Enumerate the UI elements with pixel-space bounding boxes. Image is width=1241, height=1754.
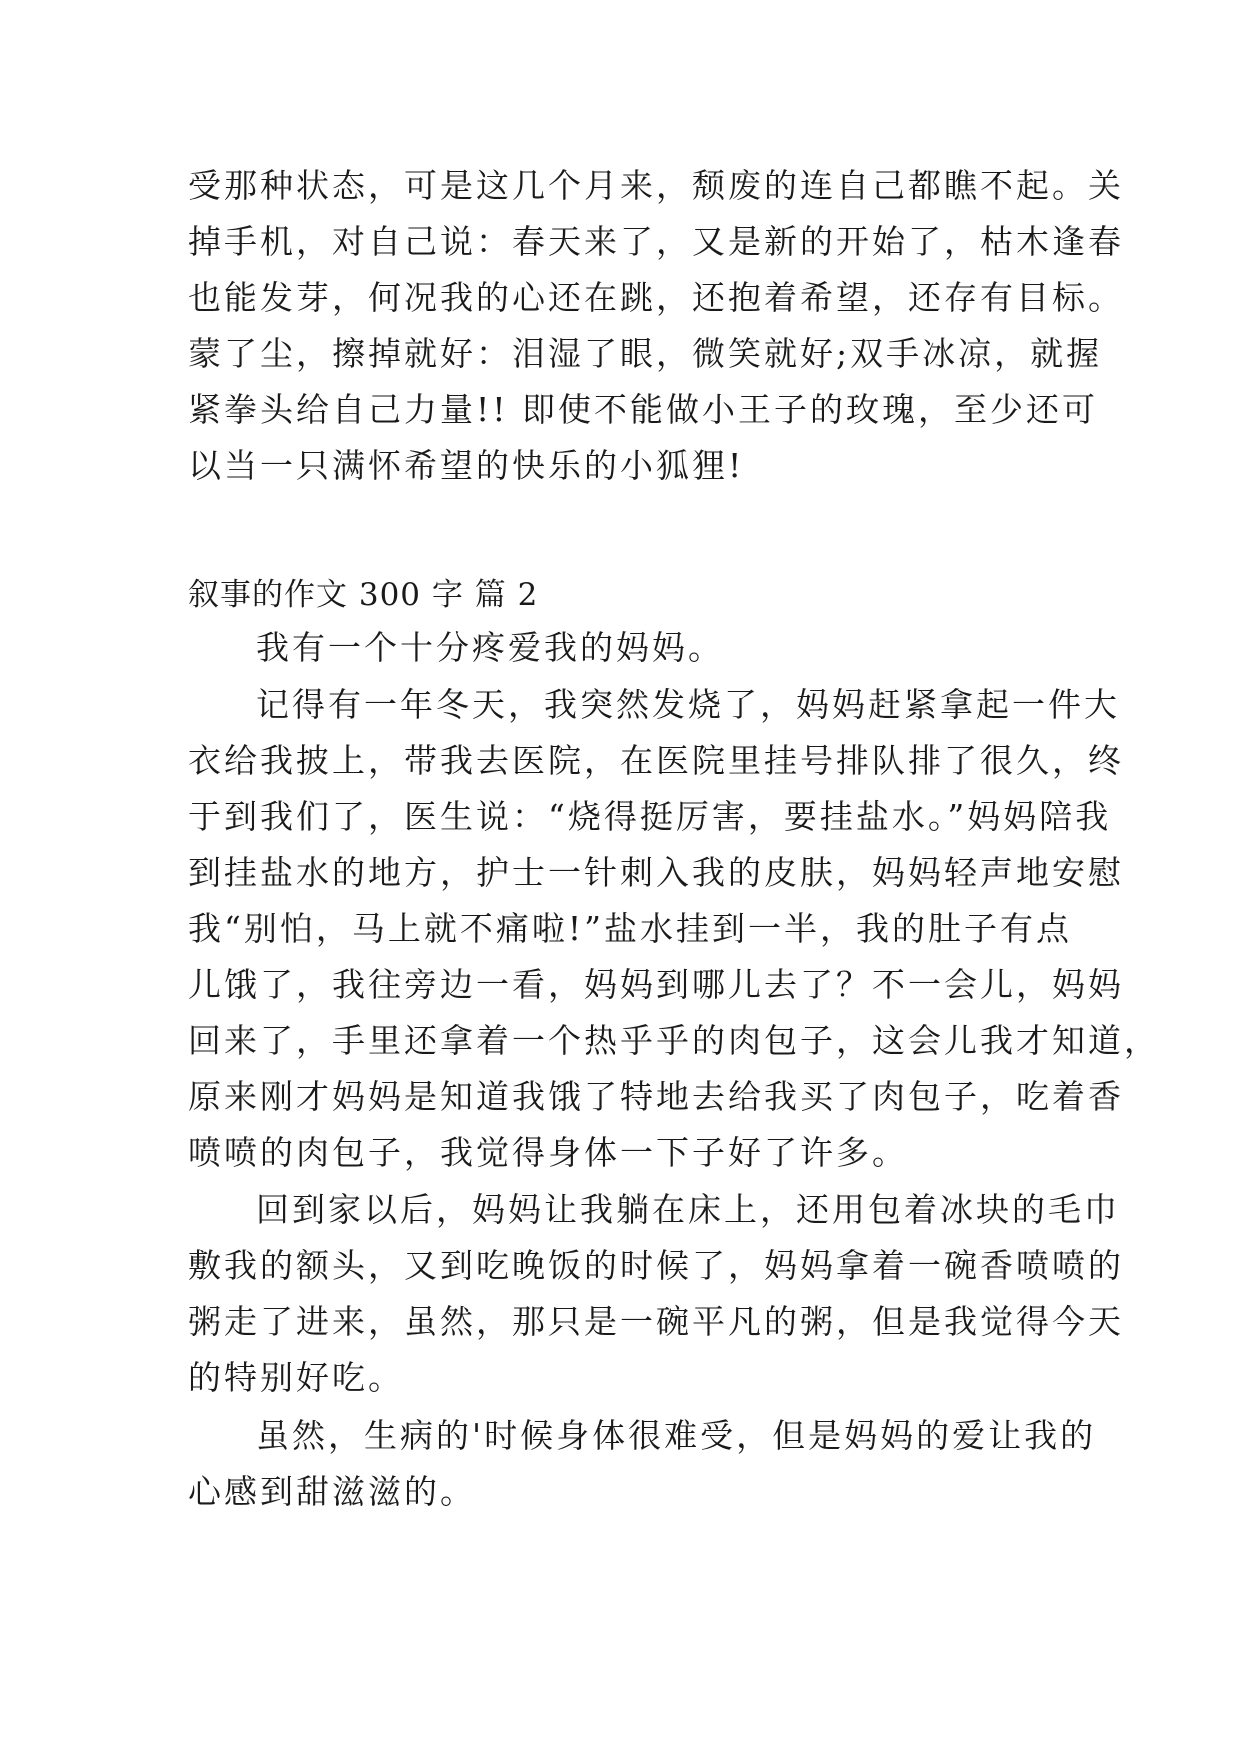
text-line: 我“别怕，马上就不痛啦!”盐水挂到一半，我的肚子有点 xyxy=(188,909,1073,948)
text-line: 记得有一年冬天，我突然发烧了，妈妈赶紧拿起一件大 xyxy=(256,685,1120,724)
section-heading: 叙事的作文 300 字 篇 2 xyxy=(188,577,539,613)
text-line: 粥走了进来，虽然，那只是一碗平凡的粥，但是我觉得今天 xyxy=(188,1302,1124,1341)
text-line: 到挂盐水的地方，护士一针刺入我的皮肤，妈妈轻声地安慰 xyxy=(188,853,1124,892)
text-line: 我有一个十分疼爱我的妈妈。 xyxy=(256,628,724,667)
paragraph-3 xyxy=(188,1182,1124,1406)
text-line: 紧拳头给自己力量!! 即使不能做小王子的玫瑰，至少还可 xyxy=(188,390,1099,429)
text-line: 以当一只满怀希望的快乐的小狐狸! xyxy=(188,446,745,485)
text-line: 喷喷的肉包子，我觉得身体一下子好了许多。 xyxy=(188,1133,908,1172)
paragraph-4 xyxy=(188,1408,1097,1520)
continuation-paragraph xyxy=(188,158,1124,494)
text-line: 心感到甜滋滋的。 xyxy=(188,1472,476,1511)
text-line: 的特别好吃。 xyxy=(188,1358,404,1397)
text-line: 衣给我披上，带我去医院，在医院里挂号排队排了很久，终 xyxy=(188,741,1124,780)
text-line: 敷我的额头，又到吃晚饭的时候了，妈妈拿着一碗香喷喷的 xyxy=(188,1246,1124,1285)
text-line: 也能发芽，何况我的心还在跳，还抱着希望，还存有目标。 xyxy=(188,278,1124,317)
text-line: 儿饿了，我往旁边一看，妈妈到哪儿去了？不一会儿，妈妈 xyxy=(188,965,1124,1004)
text-line: 原来刚才妈妈是知道我饿了特地去给我买了肉包子，吃着香 xyxy=(188,1077,1124,1116)
text-line: 蒙了尘，擦掉就好：泪湿了眼，微笑就好;双手冰凉，就握 xyxy=(188,334,1103,373)
text-line: 受那种状态，可是这几个月来，颓废的连自己都瞧不起。关 xyxy=(188,166,1124,205)
paragraph-2 xyxy=(188,677,1160,1181)
text-line: 回来了，手里还拿着一个热乎乎的肉包子，这会儿我才知道， xyxy=(188,1021,1160,1060)
text-line: 回到家以后，妈妈让我躺在床上，还用包着冰块的毛巾 xyxy=(256,1190,1120,1229)
text-line: 掉手机，对自己说：春天来了，又是新的开始了，枯木逢春 xyxy=(188,222,1124,261)
text-line: 虽然，生病的'时候身体很难受，但是妈妈的爱让我的 xyxy=(256,1416,1097,1455)
text-line: 于到我们了，医生说：“烧得挺厉害，要挂盐水。”妈妈陪我 xyxy=(188,797,1112,836)
paragraph-1 xyxy=(188,620,1058,676)
